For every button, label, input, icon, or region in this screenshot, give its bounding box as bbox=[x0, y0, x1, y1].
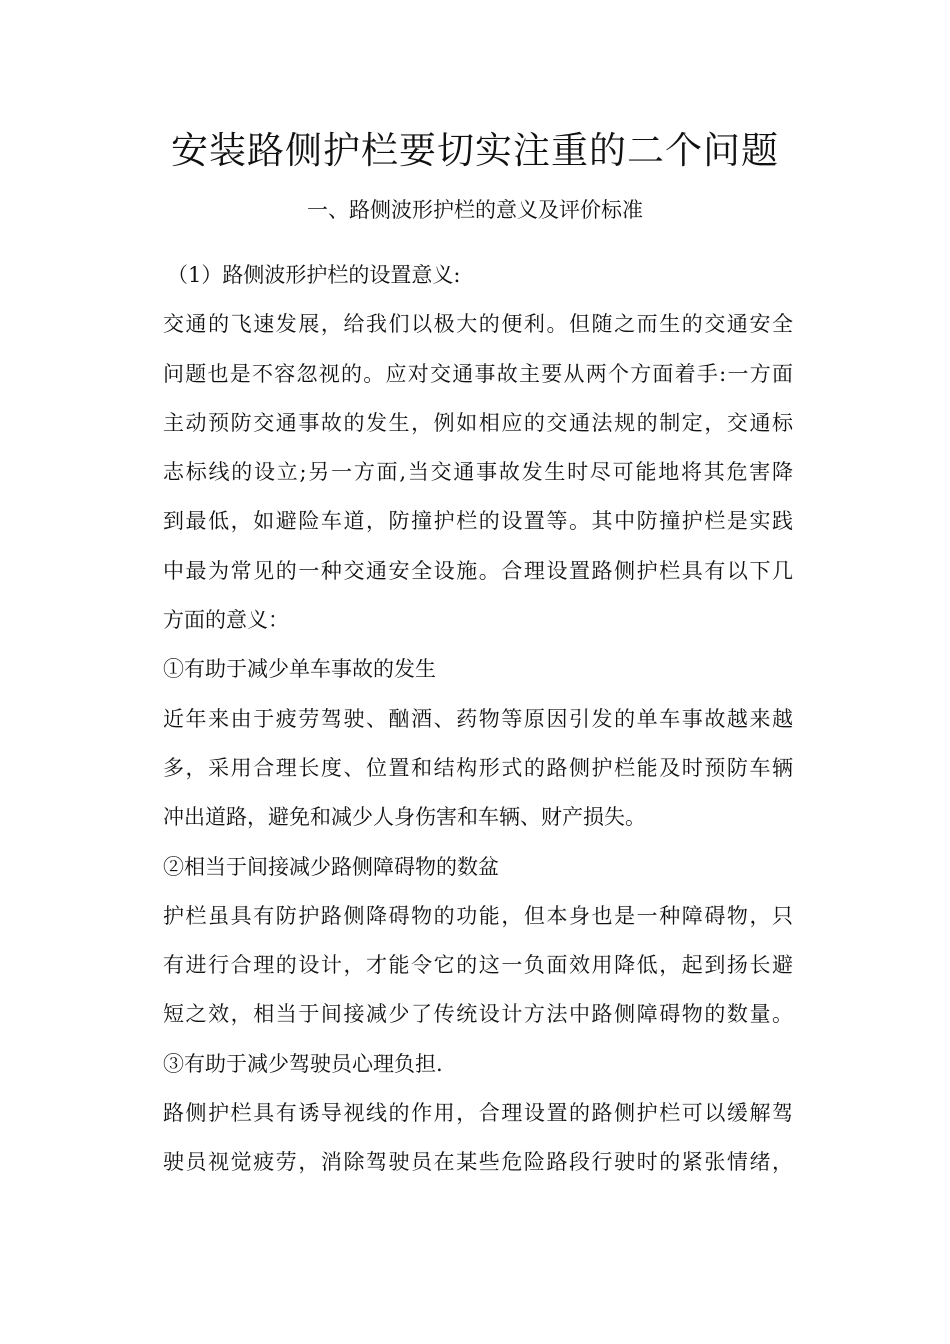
paragraph-line: 多，采用合理长度、位置和结构形式的路侧护栏能及时预防车辆 bbox=[163, 755, 793, 780]
paragraph-line: 冲出道路，避免和减少人身伤害和车辆、财产损失。 bbox=[163, 805, 646, 830]
paragraph-line: ②相当于间接减少路侧障碍物的数盆 bbox=[163, 854, 499, 879]
paragraph-line: 近年来由于疲劳驾驶、酗酒、药物等原因引发的单车事故越来越 bbox=[163, 706, 793, 731]
document-title: 安装路侧护栏要切实注重的二个问题 bbox=[171, 129, 779, 172]
paragraph-line: 方面的意义： bbox=[163, 608, 289, 633]
paragraph-line: 中最为常见的一种交通安全设施。合理设置路侧护栏具有以下几 bbox=[163, 558, 793, 583]
paragraph-line: 问题也是不容忽视的。应对交通事故主要从两个方面着手:一方面 bbox=[163, 361, 793, 386]
paragraph-line: 路侧护栏具有诱导视线的作用，合理设置的路侧护栏可以缓解驾 bbox=[163, 1101, 793, 1126]
document-body bbox=[163, 251, 793, 1188]
paragraph-line: 护栏虽具有防护路侧降碍物的功能，但本身也是一种障碍物，只 bbox=[163, 903, 793, 928]
paragraph-line: ③有助于减少驾驶员心理负担. bbox=[163, 1051, 443, 1076]
paragraph-line: 有进行合理的设计，才能令它的这一负面效用降低，起到扬长避 bbox=[163, 953, 793, 978]
paragraph-line: 短之效，相当于间接减少了传统设计方法中路侧障碍物的数量。 bbox=[163, 1002, 793, 1027]
paragraph-line: ①有助于减少单车事故的发生 bbox=[163, 657, 436, 682]
paragraph-line: 驶员视觉疲劳，消除驾驶员在某些危险路段行驶时的紧张情绪， bbox=[163, 1150, 793, 1175]
paragraph-line: 到最低，如避险车道，防撞护栏的设置等。其中防撞护栏是实践 bbox=[163, 509, 793, 534]
paragraph-line: 交通的飞速发展，给我们以极大的便利。但随之而生的交通安全 bbox=[163, 312, 793, 337]
section-heading: 一、路侧波形护栏的意义及评价标准 bbox=[307, 198, 643, 222]
paragraph-line: （1）路侧波形护栏的设置意义: bbox=[167, 263, 461, 287]
paragraph-line: 志标线的设立;另一方面,当交通事故发生时尽可能地将其危害降 bbox=[163, 460, 793, 485]
paragraph-line: 主动预防交通事故的发生，例如相应的交通法规的制定，交通标 bbox=[163, 410, 793, 435]
